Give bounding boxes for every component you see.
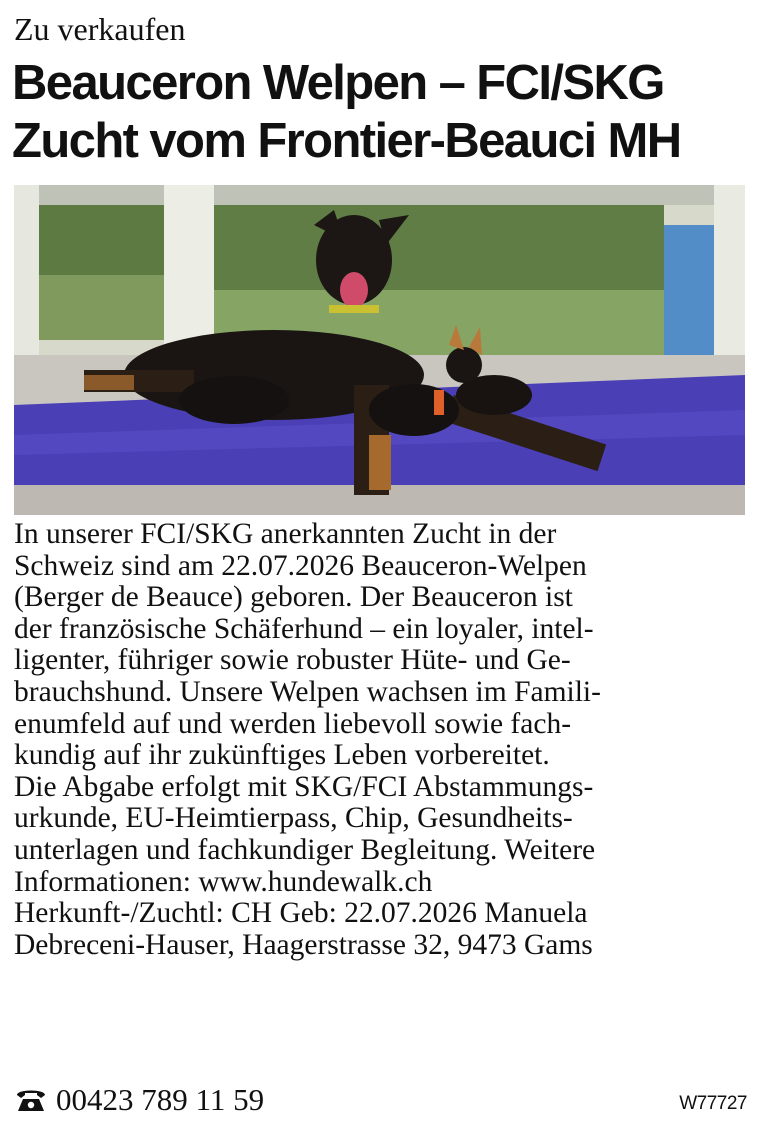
telephone-icon	[14, 1086, 48, 1114]
ad-reference-code: W77727	[679, 1093, 747, 1114]
description-line: der französische Schäferhund – ein loyaler, intel-	[14, 612, 594, 645]
ad-title	[12, 54, 752, 170]
contact-phone	[14, 1082, 264, 1118]
ad-category: Zu verkaufen	[14, 11, 186, 47]
description-line: Informationen: www.hundewalk.ch	[14, 865, 433, 898]
description-line: In unserer FCI/SKG anerkannten Zucht in der	[14, 518, 557, 550]
ad-title-line-1: Beauceron Welpen – FCI/SKG	[12, 56, 664, 110]
description-line: enumfeld auf und werden liebevoll sowie fach-	[14, 707, 572, 740]
description-line: brauchshund. Unsere Welpen wachsen im Famili-	[14, 675, 601, 708]
photo-illustration	[14, 185, 745, 515]
description-line: unterlagen und fachkundiger Begleitung. Weitere	[14, 833, 596, 866]
ad-description	[14, 519, 745, 961]
dog-with-puppies-photo	[14, 185, 745, 515]
phone-number: 00423 789 11 59	[56, 1082, 265, 1117]
description-line: Die Abgabe erfolgt mit SKG/FCI Abstammungs-	[14, 770, 594, 803]
description-line: Herkunft-/Zuchtl: CH Geb: 22.07.2026 Manuela	[14, 897, 588, 930]
description-line: Schweiz sind am 22.07.2026 Beauceron-Welpen	[14, 549, 587, 582]
description-line: Debreceni-Hauser, Haagerstrasse 32, 9473 Gams	[14, 928, 593, 961]
description-line: urkunde, EU-Heimtierpass, Chip, Gesundheits-	[14, 802, 573, 835]
ad-title-line-2: Zucht vom Frontier-Beauci MH	[12, 114, 681, 168]
description-line: (Berger de Beauce) geboren. Der Beauceron ist	[14, 581, 573, 614]
description-line: kundig auf ihr zukünftiges Leben vorbereitet.	[14, 739, 550, 772]
description-line: ligenter, führiger sowie robuster Hüte- und Ge-	[14, 644, 571, 677]
